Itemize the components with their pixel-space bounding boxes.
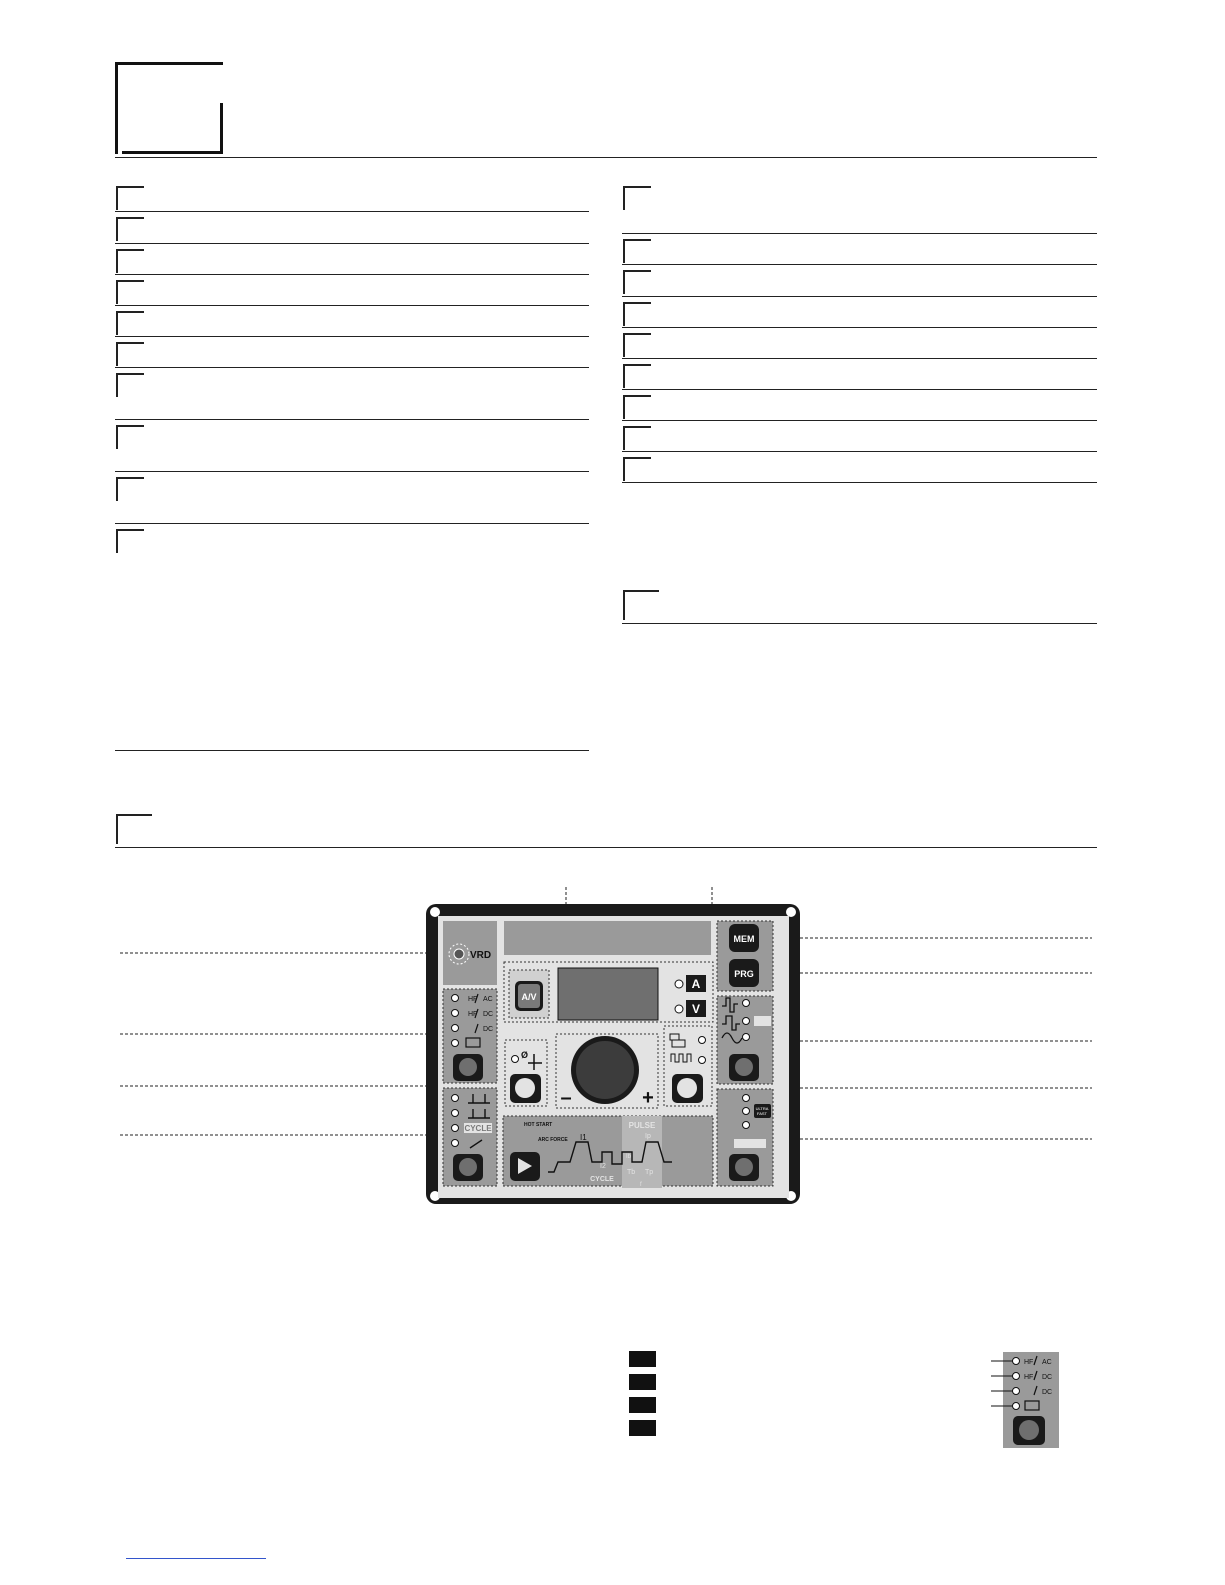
header-bar <box>504 921 711 955</box>
inset-mode-label: AC <box>1042 1359 1052 1366</box>
svg-text:FAST: FAST <box>756 1111 768 1116</box>
frame-screw <box>786 907 796 917</box>
i2-label: I2 <box>600 1163 606 1170</box>
plus-label: + <box>642 1087 654 1109</box>
tb-label: Tb <box>627 1169 636 1176</box>
inset-mode-prefix: HF <box>1024 1359 1034 1366</box>
svg-text:HF: HF <box>468 1011 478 1018</box>
legend-square <box>629 1420 656 1436</box>
i2-cycle-label: CYCLE <box>590 1176 614 1183</box>
inset-mode-label: DC <box>1042 1374 1053 1381</box>
unit-a-label: A <box>691 977 701 991</box>
arc-force-label: ARC FORCE <box>538 1137 568 1143</box>
f-label: f <box>640 1182 642 1188</box>
ib-label: Ib <box>626 1154 632 1160</box>
prg-label: PRG <box>734 969 754 979</box>
inset-mode-label: DC <box>1042 1389 1053 1396</box>
footer-link-underline <box>126 1558 266 1559</box>
legend-square <box>629 1351 656 1367</box>
cycle-label: CYCLE <box>464 1124 492 1133</box>
av-label: A/V <box>521 992 537 1002</box>
mem-label: MEM <box>733 934 755 944</box>
electrode-symbol: Ø <box>521 1050 529 1060</box>
tp-label: Tp <box>645 1169 654 1176</box>
digital-display <box>558 968 658 1020</box>
led-a <box>675 980 683 988</box>
svg-text:DC: DC <box>483 1011 494 1018</box>
inset-mode-prefix: HF <box>1024 1374 1034 1381</box>
vrd-led <box>454 949 464 959</box>
ip-label: Ip <box>645 1133 651 1140</box>
mode-inset-diagram <box>985 1350 1065 1455</box>
hot-start-label: HOT START <box>524 1122 553 1128</box>
vrd-label: VRD <box>470 950 492 961</box>
legend-square <box>629 1397 656 1413</box>
pulse-label: PULSE <box>628 1121 656 1130</box>
svg-text:DC: DC <box>483 1026 494 1033</box>
i1-label: I1 <box>580 1133 587 1142</box>
led-v <box>675 1005 683 1013</box>
ultra-fast-label: ULTRA <box>755 1106 769 1111</box>
unit-v-label: V <box>691 1002 701 1016</box>
minus-label: – <box>560 1087 572 1109</box>
frame-screw <box>430 907 440 917</box>
legend-square <box>629 1374 656 1390</box>
svg-text:HF: HF <box>468 996 478 1003</box>
svg-text:AC: AC <box>483 996 493 1003</box>
